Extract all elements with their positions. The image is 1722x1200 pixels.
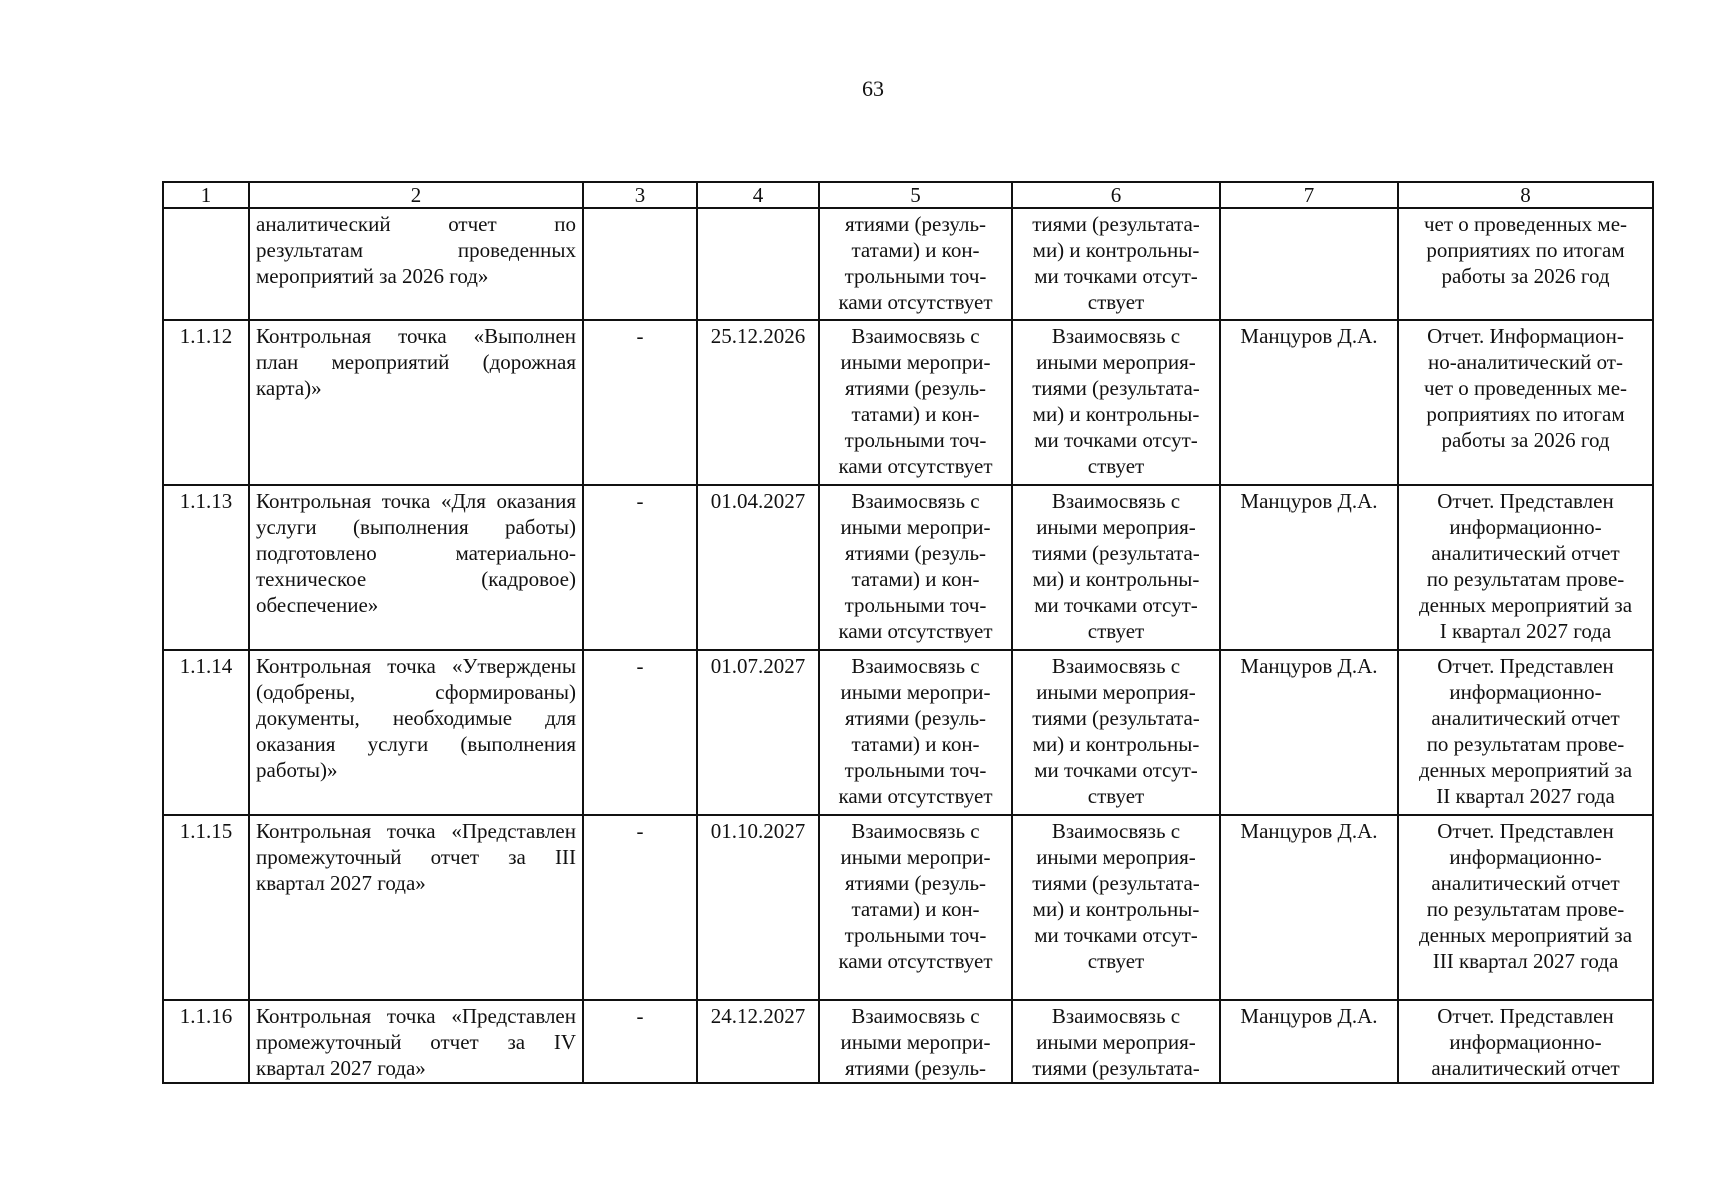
column-3-cell: - [583, 485, 697, 650]
item-number-cell: 1.1.15 [163, 815, 249, 1000]
date-cell: 01.04.2027 [697, 485, 819, 650]
table-row [163, 485, 1653, 650]
column-6-cell: Взаимосвязь с иными мероприя- тиями (результата- ми) и контрольны- ми точками отсут- ствует [1012, 320, 1220, 485]
page-number: 63 [862, 76, 884, 101]
column-number-header: 5 [819, 182, 1012, 208]
column-6-cell: Взаимосвязь с иными мероприя- тиями (результата- ми) и контрольны- ми точками отсут- ствует [1012, 815, 1220, 1000]
date-cell: 01.07.2027 [697, 650, 819, 815]
column-number-header: 8 [1398, 182, 1653, 208]
item-name-cell: аналитический отчет по результатам проведенных мероприятий за 2026 год» [249, 208, 583, 320]
table-row [163, 208, 1653, 320]
column-3-cell: - [583, 815, 697, 1000]
item-name-cell: Контрольная точка «Представлен промежуточный отчет за IV квартал 2027 года» [249, 1000, 583, 1083]
responsible-cell: Манцуров Д.А. [1220, 320, 1398, 485]
result-cell: Отчет. Представлен информационно- аналитический отчет по результатам прове- денных мероприятий за II квартал 2027 года [1398, 650, 1653, 815]
responsible-cell: Манцуров Д.А. [1220, 485, 1398, 650]
column-5-cell: ятиями (резуль- татами) и кон- трольными точ- ками отсутствует [819, 208, 1012, 320]
column-5-cell: Взаимосвязь с иными меропри- ятиями (резуль- [819, 1000, 1012, 1083]
column-3-cell: - [583, 320, 697, 485]
result-cell: Отчет. Представлен информационно- аналитический отчет по результатам прове- денных мероприятий за III квартал 2027 года [1398, 815, 1653, 1000]
result-cell: Отчет. Представлен информационно- аналитический отчет [1398, 1000, 1653, 1083]
responsible-cell: Манцуров Д.А. [1220, 650, 1398, 815]
result-cell: Отчет. Представлен информационно- аналитический отчет по результатам прове- денных мероприятий за I квартал 2027 года [1398, 485, 1653, 650]
column-number-header: 6 [1012, 182, 1220, 208]
column-5-cell: Взаимосвязь с иными меропри- ятиями (резуль- татами) и кон- трольными точ- ками отсутствует [819, 485, 1012, 650]
column-6-cell: Взаимосвязь с иными мероприя- тиями (результата- ми) и контрольны- ми точками отсут- ствует [1012, 650, 1220, 815]
date-cell [697, 208, 819, 320]
column-6-cell: Взаимосвязь с иными мероприя- тиями (результата- ми) и контрольны- ми точками отсут- ствует [1012, 485, 1220, 650]
date-cell: 24.12.2027 [697, 1000, 819, 1083]
item-name-cell: Контрольная точка «Утверждены (одобрены, сформированы) документы, необходимые для оказания услуги (выполнения работы)» [249, 650, 583, 815]
table-row [163, 320, 1653, 485]
column-number-header: 3 [583, 182, 697, 208]
item-number-cell: 1.1.16 [163, 1000, 249, 1083]
date-cell: 01.10.2027 [697, 815, 819, 1000]
column-number-header: 2 [249, 182, 583, 208]
responsible-cell: Манцуров Д.А. [1220, 815, 1398, 1000]
column-5-cell: Взаимосвязь с иными меропри- ятиями (резуль- татами) и кон- трольными точ- ками отсутствует [819, 650, 1012, 815]
responsible-cell: Манцуров Д.А. [1220, 1000, 1398, 1083]
column-number-header: 1 [163, 182, 249, 208]
column-number-header: 7 [1220, 182, 1398, 208]
column-5-cell: Взаимосвязь с иными меропри- ятиями (резуль- татами) и кон- трольными точ- ками отсутствует [819, 320, 1012, 485]
item-number-cell [163, 208, 249, 320]
plan-table [162, 181, 1654, 1084]
column-number-header: 4 [697, 182, 819, 208]
item-number-cell: 1.1.12 [163, 320, 249, 485]
column-6-cell: Взаимосвязь с иными мероприя- тиями (результата- [1012, 1000, 1220, 1083]
column-number-row [163, 182, 1653, 208]
column-3-cell [583, 208, 697, 320]
item-name-cell: Контрольная точка «Выполнен план мероприятий (дорожная карта)» [249, 320, 583, 485]
column-5-cell: Взаимосвязь с иными меропри- ятиями (резуль- татами) и кон- трольными точ- ками отсутствует [819, 815, 1012, 1000]
column-3-cell: - [583, 650, 697, 815]
table-row [163, 650, 1653, 815]
item-name-cell: Контрольная точка «Представлен промежуточный отчет за III квартал 2027 года» [249, 815, 583, 1000]
item-number-cell: 1.1.14 [163, 650, 249, 815]
item-name-cell: Контрольная точка «Для оказания услуги (выполнения работы) подготовлено материально-техническое (кадровое) обеспечение» [249, 485, 583, 650]
column-3-cell: - [583, 1000, 697, 1083]
date-cell: 25.12.2026 [697, 320, 819, 485]
column-6-cell: тиями (результата- ми) и контрольны- ми точками отсут- ствует [1012, 208, 1220, 320]
item-number-cell: 1.1.13 [163, 485, 249, 650]
result-cell: Отчет. Информацион- но-аналитический от- чет о проведенных ме- роприятиях по итогам работы за 2026 год [1398, 320, 1653, 485]
table-row [163, 1000, 1653, 1083]
result-cell: чет о проведенных ме- роприятиях по итогам работы за 2026 год [1398, 208, 1653, 320]
responsible-cell [1220, 208, 1398, 320]
table-row [163, 815, 1653, 1000]
